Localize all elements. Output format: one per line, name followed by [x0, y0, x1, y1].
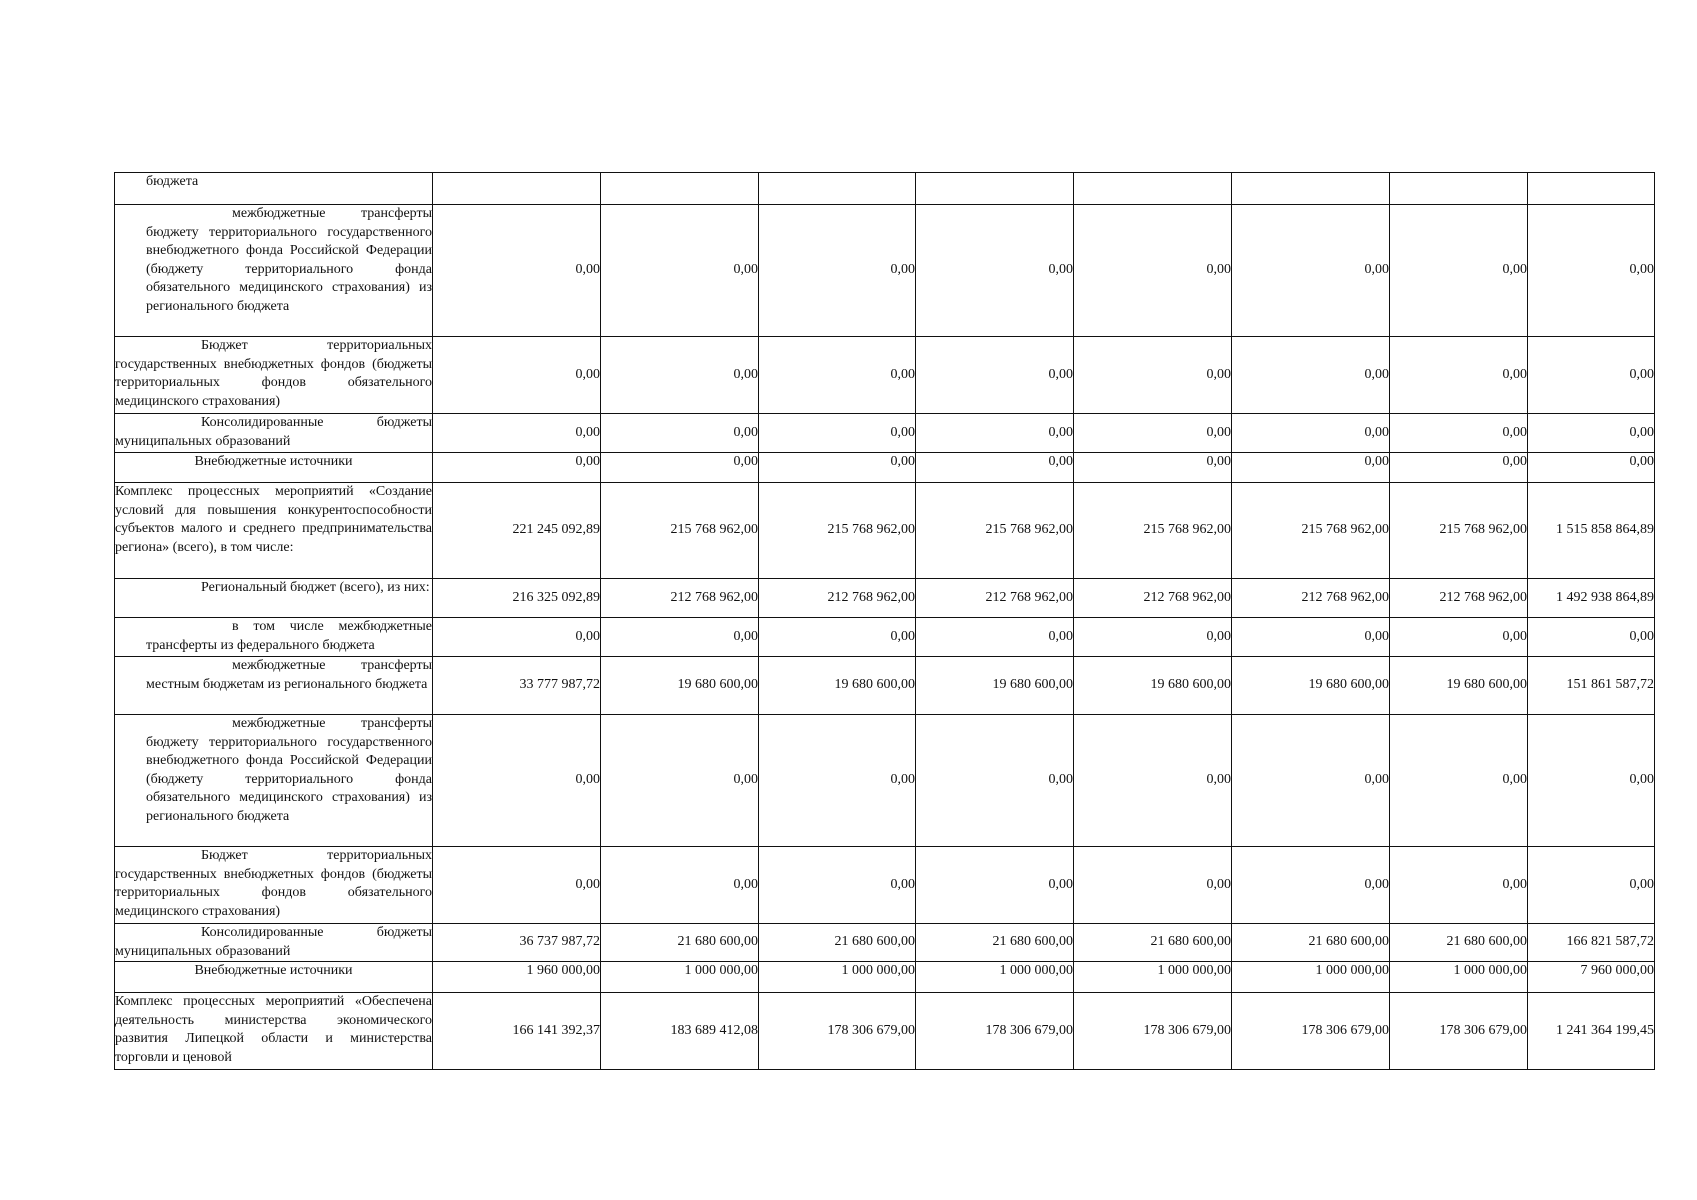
value-cell: 0,00 — [1390, 453, 1528, 483]
value-cell: 215 768 962,00 — [916, 483, 1074, 579]
value-cell: 0,00 — [759, 414, 916, 453]
value-cell: 1 000 000,00 — [1074, 962, 1232, 993]
value-cell: 0,00 — [1528, 337, 1655, 414]
value-cell: 36 737 987,72 — [433, 924, 601, 962]
value-cell: 0,00 — [433, 847, 601, 924]
value-cell: 1 000 000,00 — [759, 962, 916, 993]
row-label-cell — [115, 173, 433, 205]
row-label-cell — [115, 618, 433, 657]
row-label-cell — [115, 993, 433, 1070]
value-cell: 0,00 — [1232, 715, 1390, 847]
value-cell: 215 768 962,00 — [1390, 483, 1528, 579]
value-cell: 212 768 962,00 — [759, 579, 916, 618]
row-label: Внебюджетные источники — [194, 454, 353, 469]
value-cell — [1390, 173, 1528, 205]
value-cell: 21 680 600,00 — [1074, 924, 1232, 962]
value-cell: 0,00 — [601, 337, 759, 414]
value-cell: 166 821 587,72 — [1528, 924, 1655, 962]
value-cell: 0,00 — [1528, 847, 1655, 924]
value-cell: 19 680 600,00 — [1390, 657, 1528, 715]
value-cell: 0,00 — [1390, 618, 1528, 657]
value-cell: 0,00 — [1390, 414, 1528, 453]
value-cell: 166 141 392,37 — [433, 993, 601, 1070]
value-cell: 0,00 — [433, 453, 601, 483]
value-cell: 1 515 858 864,89 — [1528, 483, 1655, 579]
value-cell: 21 680 600,00 — [1232, 924, 1390, 962]
value-cell: 0,00 — [1074, 414, 1232, 453]
value-cell: 21 680 600,00 — [601, 924, 759, 962]
value-cell: 0,00 — [1390, 337, 1528, 414]
value-cell: 216 325 092,89 — [433, 579, 601, 618]
row-label: Консолидированные бюджеты муниципальных образований — [115, 925, 432, 959]
value-cell: 21 680 600,00 — [916, 924, 1074, 962]
value-cell: 0,00 — [1390, 847, 1528, 924]
value-cell — [433, 173, 601, 205]
table-row — [115, 205, 1655, 337]
value-cell: 215 768 962,00 — [759, 483, 916, 579]
table-row — [115, 657, 1655, 715]
value-cell: 21 680 600,00 — [1390, 924, 1528, 962]
row-label-cell — [115, 847, 433, 924]
value-cell: 178 306 679,00 — [1074, 993, 1232, 1070]
value-cell: 212 768 962,00 — [1232, 579, 1390, 618]
value-cell: 1 492 938 864,89 — [1528, 579, 1655, 618]
table-row — [115, 993, 1655, 1070]
row-label: межбюджетные трансферты местным бюджетам из регионального бюджета — [146, 658, 432, 692]
value-cell: 212 768 962,00 — [916, 579, 1074, 618]
value-cell: 0,00 — [916, 453, 1074, 483]
value-cell: 0,00 — [1232, 847, 1390, 924]
value-cell: 212 768 962,00 — [1390, 579, 1528, 618]
value-cell: 0,00 — [433, 715, 601, 847]
table-row — [115, 962, 1655, 993]
value-cell: 0,00 — [1232, 205, 1390, 337]
table-row — [115, 847, 1655, 924]
value-cell: 0,00 — [601, 453, 759, 483]
value-cell: 33 777 987,72 — [433, 657, 601, 715]
row-label: Бюджет территориальных государственных внебюджетных фондов (бюджеты территориальных фондов обязательного медицинского страхования) — [115, 848, 432, 919]
value-cell: 0,00 — [1074, 205, 1232, 337]
value-cell: 178 306 679,00 — [916, 993, 1074, 1070]
row-label-cell — [115, 715, 433, 847]
value-cell: 0,00 — [916, 205, 1074, 337]
row-label: бюджета — [146, 174, 199, 189]
value-cell: 0,00 — [1232, 337, 1390, 414]
value-cell: 0,00 — [916, 337, 1074, 414]
value-cell: 178 306 679,00 — [1390, 993, 1528, 1070]
value-cell: 1 241 364 199,45 — [1528, 993, 1655, 1070]
value-cell: 0,00 — [1528, 414, 1655, 453]
value-cell: 21 680 600,00 — [759, 924, 916, 962]
value-cell — [1074, 173, 1232, 205]
table-body — [115, 173, 1655, 1070]
value-cell: 0,00 — [601, 715, 759, 847]
value-cell: 1 000 000,00 — [1390, 962, 1528, 993]
row-label-cell — [115, 414, 433, 453]
value-cell: 1 000 000,00 — [916, 962, 1074, 993]
value-cell: 0,00 — [1528, 618, 1655, 657]
value-cell: 178 306 679,00 — [759, 993, 916, 1070]
row-label-cell — [115, 337, 433, 414]
table-row — [115, 483, 1655, 579]
value-cell: 19 680 600,00 — [916, 657, 1074, 715]
value-cell: 0,00 — [1074, 618, 1232, 657]
value-cell: 0,00 — [916, 847, 1074, 924]
row-label: Бюджет территориальных государственных внебюджетных фондов (бюджеты территориальных фондов обязательного медицинского страхования) — [115, 338, 432, 409]
table-row — [115, 618, 1655, 657]
value-cell: 0,00 — [1074, 453, 1232, 483]
value-cell — [916, 173, 1074, 205]
value-cell: 0,00 — [1528, 715, 1655, 847]
value-cell: 19 680 600,00 — [759, 657, 916, 715]
value-cell: 0,00 — [601, 847, 759, 924]
row-label-cell — [115, 453, 433, 483]
value-cell: 215 768 962,00 — [601, 483, 759, 579]
value-cell: 7 960 000,00 — [1528, 962, 1655, 993]
table-row — [115, 715, 1655, 847]
value-cell: 19 680 600,00 — [1074, 657, 1232, 715]
value-cell: 0,00 — [759, 205, 916, 337]
value-cell: 0,00 — [601, 618, 759, 657]
row-label: межбюджетные трансферты бюджету территориального государственного внебюджетного фонда Российской Федерации (бюджету территориального фонда обязательного медицинского страхования) из регионального бюджета — [146, 716, 432, 824]
row-label-cell — [115, 657, 433, 715]
value-cell: 215 768 962,00 — [1074, 483, 1232, 579]
value-cell — [759, 173, 916, 205]
row-label: Консолидированные бюджеты муниципальных образований — [115, 415, 432, 449]
value-cell: 0,00 — [1528, 453, 1655, 483]
value-cell: 0,00 — [759, 453, 916, 483]
value-cell: 0,00 — [1074, 715, 1232, 847]
table-row — [115, 414, 1655, 453]
value-cell: 1 000 000,00 — [1232, 962, 1390, 993]
value-cell: 212 768 962,00 — [1074, 579, 1232, 618]
row-label: в том числе межбюджетные трансферты из федерального бюджета — [146, 619, 432, 653]
value-cell: 0,00 — [1390, 205, 1528, 337]
value-cell: 1 000 000,00 — [601, 962, 759, 993]
value-cell: 19 680 600,00 — [1232, 657, 1390, 715]
value-cell: 0,00 — [759, 618, 916, 657]
table-row — [115, 173, 1655, 205]
row-label-cell — [115, 962, 433, 993]
value-cell: 0,00 — [433, 205, 601, 337]
value-cell: 0,00 — [433, 337, 601, 414]
row-label: Комплекс процессных мероприятий «Создание условий для повышения конкурентоспособности субъектов малого и среднего предпринимательства региона» (всего), в том числе: — [115, 484, 432, 555]
table-row — [115, 579, 1655, 618]
value-cell: 221 245 092,89 — [433, 483, 601, 579]
value-cell: 0,00 — [1232, 453, 1390, 483]
row-label: межбюджетные трансферты бюджету территориального государственного внебюджетного фонда Российской Федерации (бюджету территориального фонда обязательного медицинского страхования) из регионального бюджета — [146, 206, 432, 314]
budget-table — [114, 172, 1655, 1070]
row-label: Региональный бюджет (всего), из них: — [201, 580, 430, 595]
value-cell: 0,00 — [1232, 414, 1390, 453]
value-cell: 178 306 679,00 — [1232, 993, 1390, 1070]
table-row — [115, 453, 1655, 483]
value-cell: 0,00 — [433, 414, 601, 453]
value-cell: 212 768 962,00 — [601, 579, 759, 618]
value-cell: 0,00 — [1390, 715, 1528, 847]
value-cell: 1 960 000,00 — [433, 962, 601, 993]
row-label-cell — [115, 924, 433, 962]
value-cell: 0,00 — [759, 715, 916, 847]
value-cell: 183 689 412,08 — [601, 993, 759, 1070]
row-label-cell — [115, 579, 433, 618]
value-cell: 0,00 — [916, 414, 1074, 453]
value-cell: 0,00 — [433, 618, 601, 657]
value-cell: 151 861 587,72 — [1528, 657, 1655, 715]
value-cell — [1528, 173, 1655, 205]
value-cell: 0,00 — [916, 618, 1074, 657]
value-cell: 0,00 — [1232, 618, 1390, 657]
row-label-cell — [115, 483, 433, 579]
value-cell: 0,00 — [1528, 205, 1655, 337]
value-cell: 0,00 — [1074, 337, 1232, 414]
value-cell — [1232, 173, 1390, 205]
value-cell — [601, 173, 759, 205]
value-cell: 19 680 600,00 — [601, 657, 759, 715]
value-cell: 0,00 — [916, 715, 1074, 847]
value-cell: 215 768 962,00 — [1232, 483, 1390, 579]
row-label-cell — [115, 205, 433, 337]
value-cell: 0,00 — [601, 205, 759, 337]
table-row — [115, 337, 1655, 414]
value-cell: 0,00 — [759, 847, 916, 924]
value-cell: 0,00 — [1074, 847, 1232, 924]
value-cell: 0,00 — [759, 337, 916, 414]
value-cell: 0,00 — [601, 414, 759, 453]
row-label: Комплекс процессных мероприятий «Обеспечена деятельность министерства экономического развития Липецкой области и министерства торговли и ценовой — [115, 994, 432, 1065]
row-label: Внебюджетные источники — [194, 963, 353, 978]
table-row — [115, 924, 1655, 962]
